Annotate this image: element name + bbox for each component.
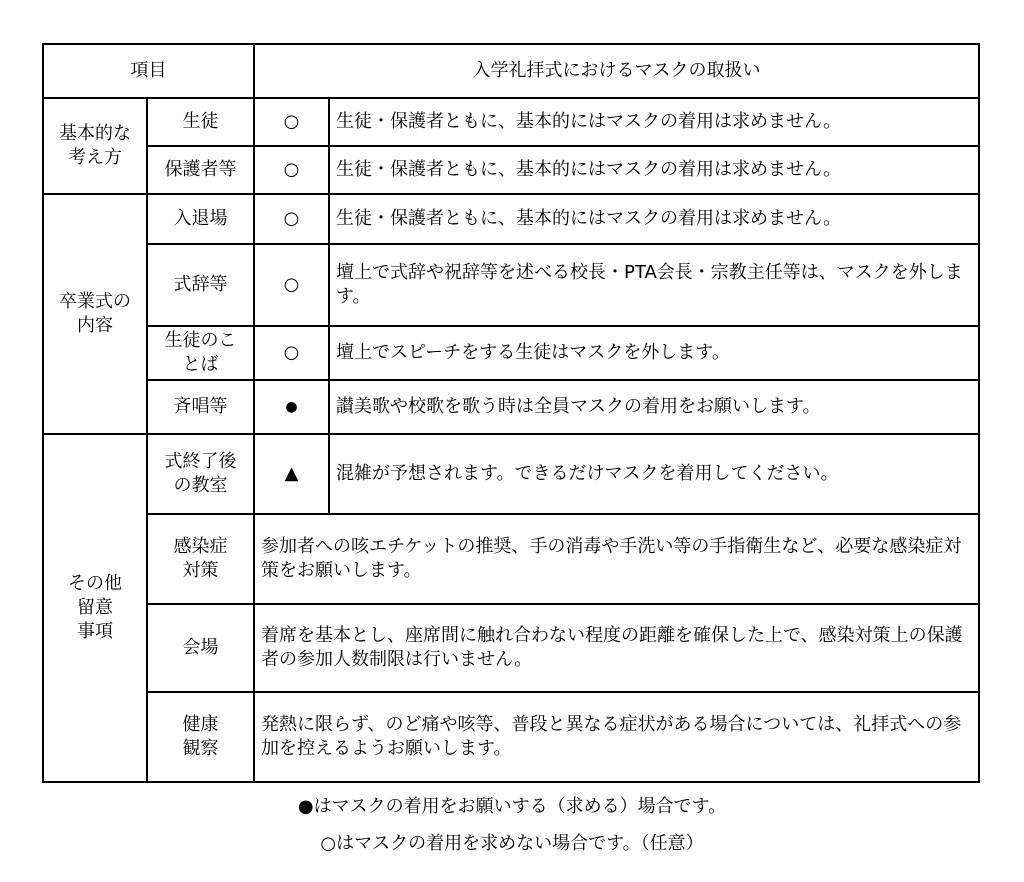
row-item: 保護者等 — [147, 146, 254, 194]
group-other: その他 留意 事項 — [43, 434, 147, 782]
row-desc: 参加者への咳エチケットの推奨、手の消毒や手洗い等の手指衛生など、必要な感染症対策をお願いします。 — [254, 514, 979, 604]
row-mark: ○ — [254, 146, 329, 194]
row-mark: ○ — [254, 98, 329, 146]
group-basic: 基本的な 考え方 — [43, 98, 147, 194]
mask-policy-table — [42, 43, 980, 783]
row-mark: ▲ — [254, 434, 329, 514]
row-desc: 発熱に限らず、のど痛や咳等、普段と異なる症状がある場合については、礼拝式への参加を控えるようお願いします。 — [254, 692, 979, 782]
row-mark: ○ — [254, 326, 329, 380]
legend-filled-note: ●はマスクの着用をお願いする（求める）場合です。 — [297, 796, 727, 817]
row-mark: ● — [254, 380, 329, 434]
row-desc: 讃美歌や校歌を歌う時は全員マスクの着用をお願いします。 — [329, 380, 979, 434]
legend-circle-note: ○はマスクの着用を求めない場合です。（任意） — [320, 833, 704, 854]
header-item: 項目 — [43, 44, 254, 98]
group-ceremony: 卒業式の 内容 — [43, 194, 147, 434]
row-desc: 生徒・保護者ともに、基本的にはマスクの着用は求めません。 — [329, 98, 979, 146]
row-item: 入退場 — [147, 194, 254, 244]
row-desc: 着席を基本とし、座席間に触れ合わない程度の距離を確保した上で、感染対策上の保護者の参加人数制限は行いません。 — [254, 604, 979, 692]
header-policy: 入学礼拝式におけるマスクの取扱い — [254, 44, 979, 98]
row-desc: 生徒・保護者ともに、基本的にはマスクの着用は求めません。 — [329, 146, 979, 194]
row-mark: ○ — [254, 244, 329, 326]
row-item: 感染症 対策 — [147, 514, 254, 604]
row-desc: 混雑が予想されます。できるだけマスクを着用してください。 — [329, 434, 979, 514]
row-desc: 生徒・保護者ともに、基本的にはマスクの着用は求めません。 — [329, 194, 979, 244]
row-desc: 壇上でスピーチをする生徒はマスクを外します。 — [329, 326, 979, 380]
row-item: 式辞等 — [147, 244, 254, 326]
row-item: 生徒 — [147, 98, 254, 146]
row-item: 生徒のことば — [147, 326, 254, 380]
row-item: 斉唱等 — [147, 380, 254, 434]
row-mark: ○ — [254, 194, 329, 244]
row-desc: 壇上で式辞や祝辞等を述べる校長・PTA会長・宗教主任等は、マスクを外します。 — [329, 244, 979, 326]
row-item: 健康 観察 — [147, 692, 254, 782]
row-item: 式終了後の教室 — [147, 434, 254, 514]
row-item: 会場 — [147, 604, 254, 692]
